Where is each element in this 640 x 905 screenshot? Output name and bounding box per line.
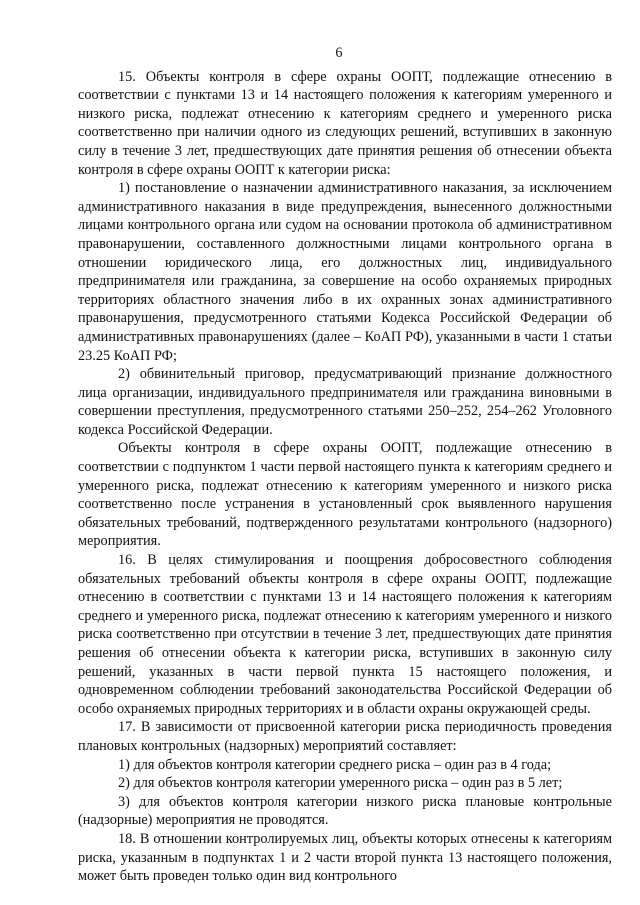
paragraph-17-subitem-2: 2) для объектов контроля категории умеренного риска – один раз в 5 лет; [118, 775, 563, 792]
page-number: 6 [335, 45, 343, 61]
paragraph-15-subitem-2: 2) обвинительный приговор, предусматривающий признание должностного лица организации, индивидуального предпринимателя или гражданина виновными в совершении преступления, предусмотренного статьями 250–252, 254–262 Уголовного кодекса Российской Федерации. [78, 366, 612, 438]
paragraph-17-subitem-3: 3) для объектов контроля категории низкого риска плановые контрольные (надзорные) мероприятия не проводятся. [78, 793, 612, 829]
paragraph-15-subitem-1: 1) постановление о назначении административного наказания, за исключением административного наказания в виде предупреждения, вынесенного должностными лицами контрольного органа или судом на основании протокола об административном правонарушении, составленного должностными лицами контрольного органа в отношении юридического лица, его должностных лиц, индивидуального предпринимателя или гражданина, за совершение на особо охраняемых природных территориях областного значения либо в их охранных зонах административного правонарушения, предусмотренного статьями Кодекса Российской Федерации об административных правонарушениях (далее – КоАП РФ), указанными в части 1 статьи 23.25 КоАП РФ; [78, 180, 612, 364]
paragraph-15: 15. Объекты контроля в сфере охраны ООПТ, подлежащие отнесению в соответствии с пунктами 13 и 14 настоящего положения к категориям умеренного и низкого риска, подлежат отнесению к категориям среднего и умеренного риска соответственно при наличии одного из следующих решений, вступивших в законную силу в течение 3 лет, предшествующих дате принятия решения об отнесении объекта контроля в сфере охраны ООПТ к категории риска: [78, 68, 612, 178]
paragraph-17-subitem-1: 1) для объектов контроля категории среднего риска – один раз в 4 года; [118, 756, 552, 773]
paragraph-17: 17. В зависимости от присвоенной категории риска периодичность проведения плановых контрольных (надзорных) мероприятий составляет: [78, 719, 612, 754]
paragraph-15-continuation: Объекты контроля в сфере охраны ООПТ, подлежащие отнесению в соответствии с подпунктом 1 части первой настоящего пункта к категориям среднего и умеренного риска, подлежат отнесению к категориям умеренного и низкого риска соответственно после устранения в установленный срок выявленного нарушения обязательных требований, подтвержденного результатами контрольного (надзорного) мероприятия. [78, 440, 612, 550]
paragraph-16: 16. В целях стимулирования и поощрения добросовестного соблюдения обязательных требований объекты контроля в сфере охраны ООПТ, подлежащие отнесению в соответствии с пунктами 13 и 14 настоящего положения к категориям среднего и умеренного риска, подлежат отнесению к категориям умеренного и низкого риска соответственно при отсутствии в течение 3 лет, предшествующих дате принятия решения об отнесении объекта к категории риска, вступивших в законную силу решений, указанных в части первой пункта 15 настоящего положения, и одновременном соблюдении требований законодательства Российской Федерации об особо охраняемых природных территориях и в области охраны окружающей среды. [78, 552, 612, 717]
paragraph-18: 18. В отношении контролируемых лиц, объекты которых отнесены к категориям риска, указанным в подпунктах 1 и 2 части второй пункта 13 настоящего положения, может быть проведен только один вид контрольного [78, 830, 612, 885]
